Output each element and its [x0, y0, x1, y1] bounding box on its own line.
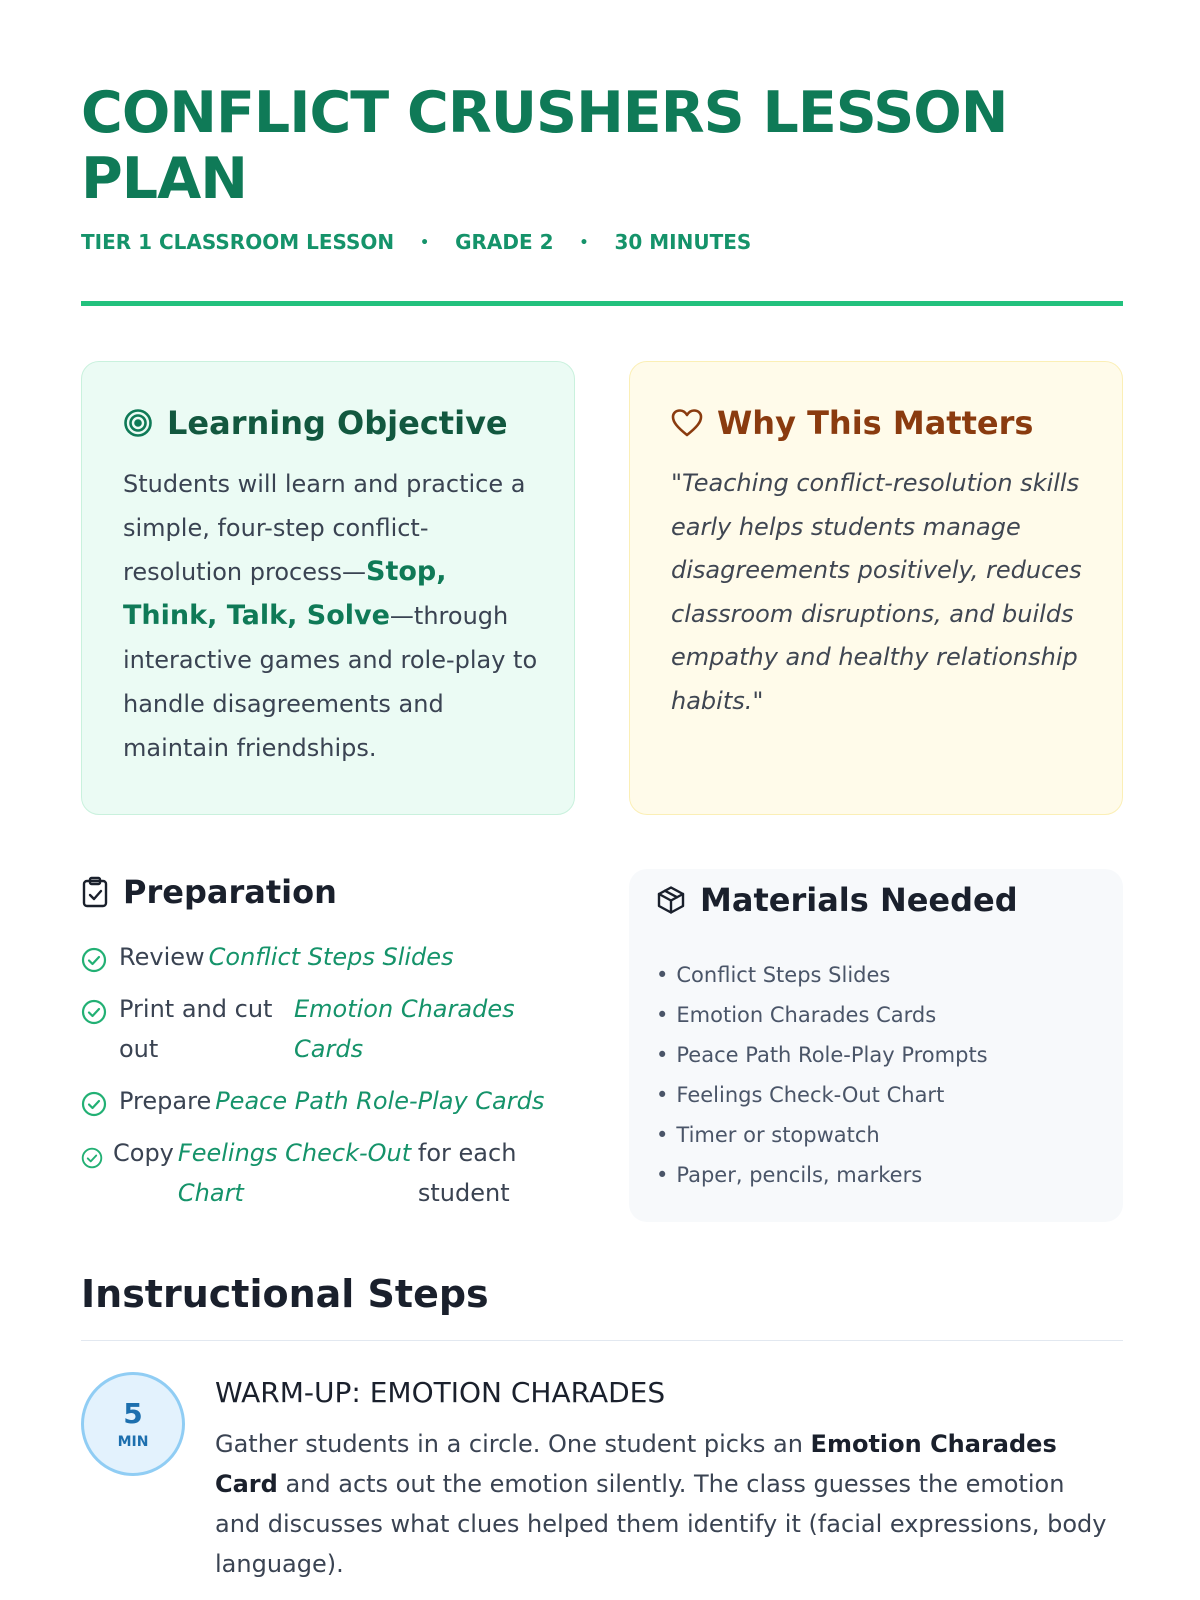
- preparation-item-action: Review: [119, 943, 205, 971]
- step-text-after: and acts out the emotion silently. The class guesses the emotion and discusses what clues helped them identify it (facial expressions, body language).: [215, 1470, 1107, 1578]
- check-circle-icon: [81, 945, 107, 985]
- meta-separator: •: [420, 235, 430, 251]
- meta-grade: GRADE 2: [455, 230, 554, 254]
- check-circle-icon: [81, 1141, 103, 1181]
- step-description: [215, 1424, 1115, 1584]
- step-text-bold: Emotion Charades Card: [215, 1430, 1057, 1498]
- objective-steps-emphasis: Stop, Think, Talk, Solve: [123, 556, 447, 631]
- preparation-item-material: Conflict Steps Slides: [208, 943, 454, 971]
- preparation-item-suffix: for each student: [417, 1139, 517, 1207]
- step-text-before: Gather students in a circle. One student picks an: [215, 1430, 811, 1458]
- preparation-item-material: Feelings Check-Out Chart: [177, 1139, 412, 1207]
- why-this-matters-heading: Why This Matters: [717, 404, 1034, 442]
- why-this-matters-quote: "Teaching conflict-resolution skills early helps students manage disagreements positively, reduces classroom disruptions, and builds empathy and healthy relationship habits.": [671, 469, 1082, 715]
- materials-list-item: • Feelings Check-Out Chart: [656, 1075, 988, 1115]
- learning-objective-text: [123, 462, 543, 770]
- learning-objective-heading: Learning Objective: [167, 404, 508, 442]
- learning-objective-header: [123, 404, 508, 442]
- steps-divider: [81, 1340, 1123, 1341]
- preparation-item: [81, 937, 454, 985]
- why-this-matters-card: [629, 361, 1123, 815]
- header-divider: [81, 301, 1123, 306]
- why-this-matters-header: [671, 404, 1033, 442]
- materials-list-item: • Conflict Steps Slides: [656, 955, 988, 995]
- step-duration-badge: [81, 1372, 185, 1476]
- objective-text-after: —through interactive games and role-play to handle disagreements and maintain friendships.: [123, 602, 538, 762]
- check-circle-icon: [81, 1089, 107, 1129]
- meta-separator: •: [579, 235, 589, 251]
- meta-duration: 30 MINUTES: [614, 230, 752, 254]
- lesson-meta: [81, 230, 751, 254]
- page-title: CONFLICT CRUSHERS LESSON PLAN: [81, 80, 1008, 212]
- step-duration-unit: MIN: [117, 1434, 149, 1450]
- step-duration-minutes: 5: [123, 1397, 143, 1430]
- preparation-heading: Preparation: [123, 873, 337, 911]
- materials-list-item: • Paper, pencils, markers: [656, 1155, 988, 1195]
- preparation-header: [81, 873, 337, 911]
- heart-icon: [671, 408, 703, 438]
- meta-tier: TIER 1 CLASSROOM LESSON: [81, 230, 395, 254]
- preparation-item-action: Prepare: [119, 1087, 212, 1115]
- check-circle-icon: [81, 997, 107, 1037]
- instructional-steps-heading: Instructional Steps: [81, 1272, 489, 1316]
- materials-list-item: • Emotion Charades Cards: [656, 995, 988, 1035]
- materials-list: [656, 955, 988, 1195]
- preparation-item-action: Print and cut out: [119, 995, 273, 1063]
- preparation-item-material: Peace Path Role-Play Cards: [215, 1087, 545, 1115]
- preparation-item-action: Copy: [113, 1139, 174, 1167]
- preparation-item-material: Emotion Charades Cards: [294, 995, 515, 1063]
- clipboard-check-icon: [81, 876, 109, 908]
- target-icon: [123, 408, 153, 438]
- materials-list-item: • Peace Path Role-Play Prompts: [656, 1035, 988, 1075]
- learning-objective-card: [81, 361, 575, 815]
- materials-needed-heading: Materials Needed: [700, 881, 1018, 919]
- preparation-item: [81, 989, 534, 1069]
- materials-list-item: • Timer or stopwatch: [656, 1115, 988, 1155]
- preparation-item: [81, 1133, 518, 1213]
- objective-text-before: Students will learn and practice a simple, four-step conflict-resolution process—: [123, 470, 526, 586]
- materials-needed-header: [656, 881, 1018, 919]
- preparation-item: [81, 1081, 544, 1129]
- package-icon: [656, 885, 686, 915]
- materials-needed-card: [629, 869, 1123, 1222]
- step-title: WARM-UP: EMOTION CHARADES: [215, 1376, 666, 1409]
